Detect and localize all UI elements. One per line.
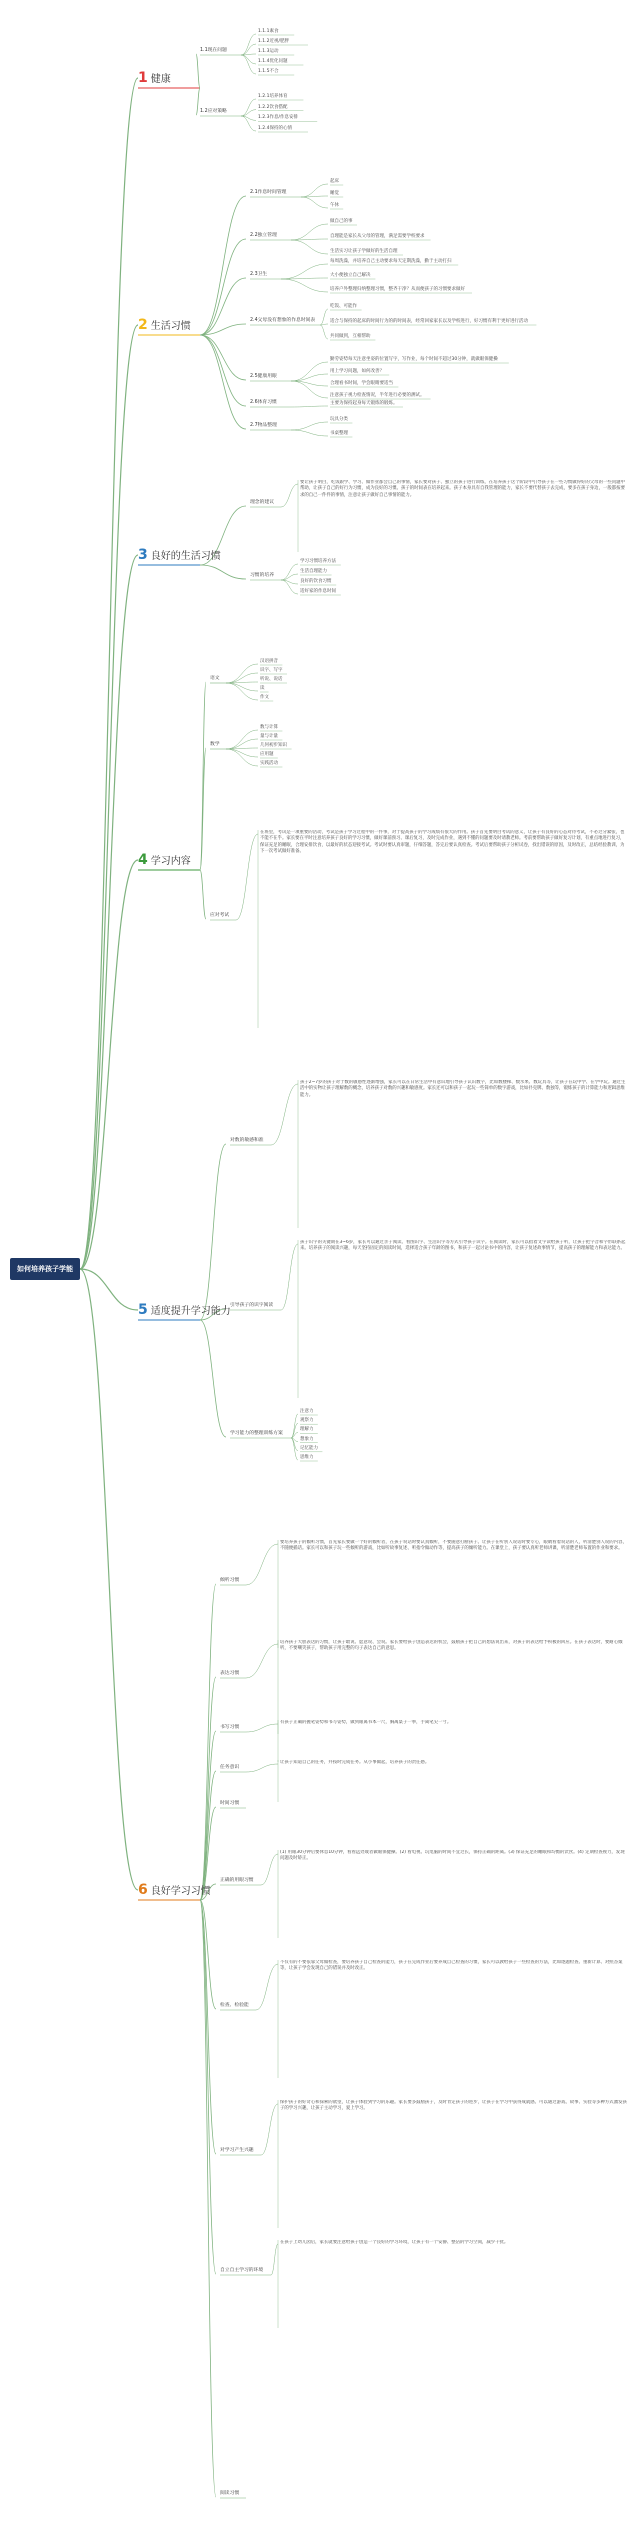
- subtopic[interactable]: 2.1作息时间管理: [250, 190, 287, 195]
- leaf-item: 良好的饮食习惯: [300, 579, 332, 584]
- leaf-item: 合理看书时间，学会眼睛要适当: [330, 381, 393, 386]
- leaf-item: 做自己的事: [330, 219, 353, 224]
- subtopic[interactable]: 2.5健康用眼: [250, 374, 277, 379]
- main-topic-label: 良好的生活习惯: [150, 551, 221, 562]
- leaf-item: 吃饭、可能作: [330, 304, 357, 309]
- subtopic[interactable]: 理念的建议: [250, 500, 274, 505]
- subtopic[interactable]: 表达习惯: [220, 1671, 240, 1676]
- paragraph-note: 要培养孩子的倾听习惯，首先家长要做一个好的倾听者，在孩子说话时要认真倾听，不要随意打断孩子。让孩子在听别人说话时要专心，眼睛看着说话的人，听清楚别人说的内容，不随便插话。家长可以和孩子玩一些倾听的游戏，比如听故事复述、听指令做动作等，提高孩子的倾听能力。在课堂上，孩子要认真听老师讲课，听清楚老师布置的作业和要求。: [280, 1540, 627, 1552]
- leaf-item: 1.2.2饮食搭配: [258, 104, 288, 110]
- main-topic-label: 良好学习习惯: [150, 1886, 211, 1897]
- subtopic[interactable]: 对数的敏感和准: [230, 1138, 264, 1143]
- subtopic[interactable]: 1.2应对策略: [200, 109, 227, 114]
- leaf-item: 书桌整理: [330, 431, 348, 436]
- subtopic[interactable]: 1.1现在问题: [200, 48, 227, 53]
- leaf-item: 1.1.4优化问题: [258, 59, 288, 64]
- subtopic[interactable]: 正确的用眼习惯: [220, 1878, 254, 1883]
- subtopic[interactable]: 2.7物品整理: [250, 423, 277, 428]
- subtopic[interactable]: 2.4父母没有想象的作息时间表: [250, 318, 316, 323]
- leaf-item: 勤劳姿势每天注意坐姿的位置写字，写作业，每个时间不超过30分钟，就做眼保健操: [330, 357, 498, 362]
- leaf-item: 理解力: [300, 1427, 314, 1433]
- subtopic[interactable]: 对学习产生兴趣: [220, 2148, 254, 2153]
- paragraph-note: 孩子识字的关键期在3~6岁，家长可以通过亲子阅读、看图识字、生活识字等方式引导孩子识字。在阅读时，家长可以指着文字读给孩子听，让孩子把字音和字形联系起来。培养孩子的阅读兴趣，每天坚持固定的阅读时间，选择适合孩子年龄的图书，和孩子一起讨论书中的内容，让孩子复述故事情节，提高孩子的理解能力和表达能力。: [300, 1240, 626, 1252]
- leaf-item: 适合与保持的起床的时间行为的的时间表，经常回家家长以及学校进行，好习惯有利于更好进行活动: [330, 319, 528, 324]
- subtopic[interactable]: 阅读习惯: [220, 2491, 240, 2496]
- leaf-item: 午休: [330, 203, 339, 208]
- leaf-item: 共同做到，互相帮助: [330, 334, 371, 339]
- leaf-item: 1.1.3运动: [258, 49, 279, 54]
- main-topic-4[interactable]: [138, 850, 200, 870]
- leaf-item: 生活自理能力: [300, 569, 327, 574]
- leaf-item: 注意力: [300, 1409, 314, 1414]
- paragraph-note: 不仅有的不要依靠父母做检查，要培养孩子自己检查的能力，孩子在完成作业后要养成自己检查的习惯，家长可以教给孩子一些检查的方法，比如逐题检查、重新计算、对照答案等，让孩子学会发现自己的错误并及时改正。: [280, 1960, 623, 1972]
- paragraph-note: 让孩子知道自己的任务，并按时完成任务。从小事做起，培养孩子的责任感。: [280, 1760, 430, 1765]
- main-topic-number: 3: [138, 547, 148, 563]
- paragraph-note: (1) 用眼30分钟后要休息10分钟，看看远处或者做眼保健操。(2) 看电视、玩电脑的时间不宜过长，保持正确的距离。(3) 保证充足的睡眠和均衡的饮食。(4) 定期检查视力，发现问题及时矫正。: [280, 1850, 625, 1862]
- subtopic[interactable]: 引导孩子的识字阅读: [230, 1303, 274, 1308]
- subtopic[interactable]: 检查、检验能: [220, 2003, 249, 2008]
- leaf-item: 用上学习问题，如何改善？: [330, 369, 384, 374]
- leaf-item: 观察力: [300, 1418, 314, 1424]
- root-topic[interactable]: 如何培养孩子学能: [10, 1258, 80, 1280]
- paragraph-note: 要让孩子明白，吃饭跟学、学习、做作业都会自己的事情，家长要对孩子、独立的孩子进行训练，在培养孩子这个阶段中引导孩子在一些习惯做得好的父母的一些问题中帮助，让孩子自己的好行为习惯，成为良好的习惯。孩子的时间表在培养起来。孩子本身具有自我管理的能力，家长不要代替孩子去完成，要多在孩子身边，一般都按要求的自己一件件的事情，注意让孩子做好自己事情的能力。: [300, 480, 625, 498]
- paragraph-note: 在孩子上幼儿园后，家长就要注意给孩子创造一个良好的学习环境，让孩子有一个安静、整洁的学习空间，减少干扰。: [280, 2240, 509, 2245]
- subtopic[interactable]: 2.6体育习惯: [250, 400, 277, 405]
- subtopic[interactable]: 应对考试: [210, 913, 230, 918]
- leaf-item: 1.1.2近视/肥胖: [258, 39, 289, 44]
- main-topic-5[interactable]: [138, 1300, 231, 1320]
- subtopic[interactable]: 书写习惯: [220, 1725, 240, 1730]
- leaf-item: 1.2.3作息/作息安排: [258, 115, 298, 121]
- leaf-item: 自理能是家长从父母的管理，满足需要学校要求: [330, 234, 425, 239]
- subtopic[interactable]: 时间习惯: [220, 1801, 240, 1806]
- main-topic-number: 1: [138, 70, 148, 86]
- leaf-item: 识字、写字: [260, 668, 283, 673]
- main-topic-label: 生活习惯: [150, 321, 191, 332]
- main-topic-number: 5: [138, 1302, 148, 1318]
- main-topic-3[interactable]: [138, 545, 221, 565]
- leaf-item: 1.1.5不合: [258, 69, 279, 74]
- main-topic-label: 学习内容: [150, 856, 191, 867]
- subtopic[interactable]: 2.3卫生: [250, 272, 268, 277]
- subtopic[interactable]: 任务意识: [220, 1765, 240, 1770]
- leaf-item: 汉语拼音: [260, 659, 278, 664]
- leaf-item: 1.2.1培养体育: [258, 94, 288, 99]
- leaf-item: 实践活动: [260, 761, 278, 766]
- subtopic[interactable]: 2.2独立管理: [250, 233, 277, 238]
- subtopic[interactable]: 学习能力的整理训练方案: [230, 1431, 283, 1436]
- subtopic[interactable]: 数学: [210, 742, 220, 747]
- leaf-item: 适好家的作息时间: [300, 589, 336, 594]
- leaf-item: 几何初步知识: [260, 743, 287, 748]
- main-topic-label: 适度提升学习能力: [150, 1306, 231, 1317]
- leaf-item: 读: [260, 686, 265, 691]
- subtopic[interactable]: 自立自主学习的环境: [220, 2268, 264, 2273]
- leaf-item: 1.2.4保持的心情: [258, 126, 292, 131]
- paragraph-note: 培养孩子大胆表达的习惯，让孩子敢说、愿意说、会说。家长要给孩子创造表达的机会，鼓励孩子把自己的想法说出来，对孩子的表达给予积极的回应。在孩子表达时，要耐心倾听，不要嘲笑孩子，帮助孩子用完整的句子表达自己的意思。: [280, 1640, 623, 1652]
- subtopic[interactable]: 习惯的培养: [250, 573, 274, 578]
- main-topic-number: 2: [138, 317, 148, 333]
- leaf-item: 大小便独立自己解决: [330, 273, 371, 278]
- main-topic-number: 4: [138, 852, 148, 868]
- leaf-item: 学习习惯培养方法: [300, 559, 336, 564]
- leaf-item: 注意孩子视力检查情况，半年进行必要的测试。: [330, 393, 425, 398]
- paragraph-note: 保护孩子的好奇心和探索的欲望，让孩子体验到学习的乐趣。家长要多鼓励孩子，及时肯定孩子的进步，让孩子在学习中获得成就感。可以通过游戏、故事、实验等多种方式激发孩子的学习兴趣，让孩子主动学习，爱上学习。: [280, 2100, 627, 2112]
- main-topic-6[interactable]: [138, 1880, 211, 1900]
- subtopic[interactable]: 倾听习惯: [220, 1578, 240, 1583]
- subtopic[interactable]: 语文: [210, 676, 220, 681]
- leaf-item: 应用题: [260, 752, 274, 757]
- leaf-item: 培养户外整理归纳整理习惯，整齐干净？从而便孩子的习惯要求做好: [330, 287, 465, 292]
- leaf-item: 玩具分类: [330, 417, 348, 422]
- leaf-item: 听说、说话: [260, 677, 283, 682]
- leaf-item: 起床: [330, 179, 339, 184]
- leaf-item: 作文: [260, 695, 269, 700]
- main-topic-label: 健康: [150, 74, 171, 85]
- leaf-item: 数与计算: [260, 725, 278, 730]
- paragraph-note: 有孩子正确的握笔姿势和书写姿势，做到眼离书本一尺，胸离桌子一拳，手离笔尖一寸。: [280, 1720, 452, 1725]
- main-topic-1[interactable]: [138, 68, 200, 88]
- leaf-item: 1.1.1素食: [258, 29, 279, 34]
- leaf-item: 思维力: [300, 1455, 314, 1460]
- main-topic-number: 6: [138, 1882, 148, 1898]
- main-topic-2[interactable]: [138, 315, 200, 335]
- paragraph-note: 在班里，考试是一项重要的活动，考试是孩子学习过程中的一件事，对于提高孩子的学习成绩有很大的作用。孩子首先要明白考试的意义，让孩子有良好的心态对待考试，不必过分紧张，也不能不在乎。家长要在平时注意培养孩子良好的学习习惯，做好课前预习、课后复习，及时完成作业，遇到不懂的问题要及时请教老师。考前要帮助孩子做好复习计划，有重点地进行复习，保证充足的睡眠，合理安排饮食，以最好的状态迎接考试。考试时要认真审题，仔细答题，答完后要认真检查。考试后要帮助孩子分析试卷，找出错误的原因，及时改正，总结经验教训，为下一次考试做好准备。: [260, 830, 625, 854]
- leaf-item: 记忆能力: [300, 1445, 318, 1451]
- leaf-item: 主要为保持起身每天锻炼的锻炼。: [330, 401, 398, 406]
- leaf-item: 想象力: [300, 1436, 314, 1442]
- leaf-item: 量与计量: [260, 734, 278, 739]
- leaf-item: 每周洗澡，并培养自己主动要求每天定期洗澡，勤于主动打扫: [330, 259, 452, 264]
- leaf-item: 生活实习让孩子学做好的生活自理: [330, 249, 398, 254]
- paragraph-note: 孩子2~7岁的孩子对于数的敏感性逐渐增强，家长可以在日常生活中有意识地引导孩子认识数字，比如数楼梯、数水果、数玩具等，让孩子在玩中学、在学中玩。通过生活中的实物让孩子理解数的概念，培养孩子对数的兴趣和敏感度。家长还可以和孩子一起玩一些简单的数字游戏，比如扑克牌、数独等，锻炼孩子的计算能力和逻辑思维能力。: [300, 1080, 626, 1098]
- leaf-item: 睡觉: [330, 191, 339, 196]
